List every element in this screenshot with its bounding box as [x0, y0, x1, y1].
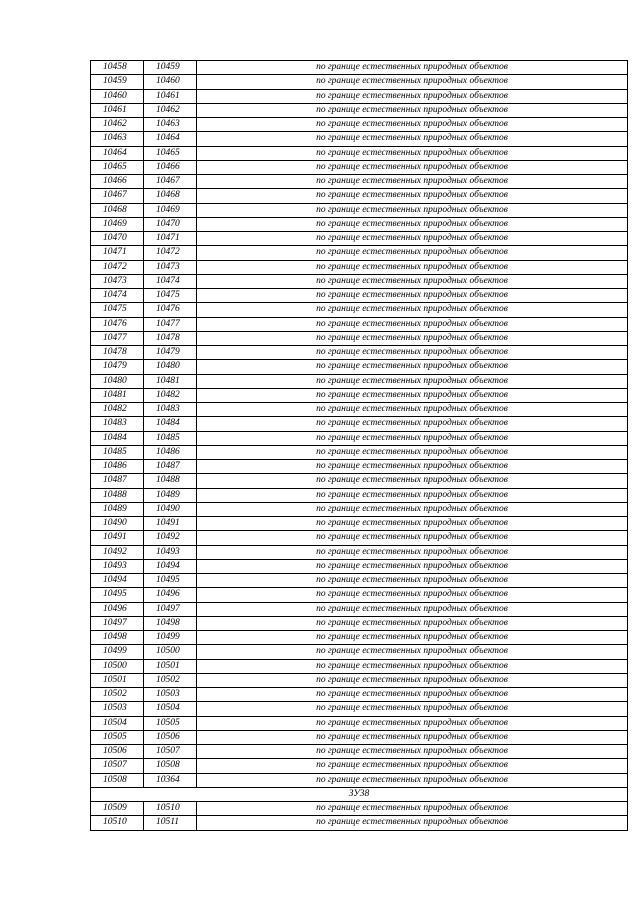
to-point-cell: 10487	[144, 460, 197, 474]
from-point-cell: 10503	[91, 702, 144, 716]
table-row	[91, 118, 628, 132]
boundary-description-cell: по границе естественных природных объектов	[197, 388, 628, 402]
boundary-description-cell: по границе естественных природных объектов	[197, 274, 628, 288]
to-point-cell: 10463	[144, 118, 197, 132]
boundary-description-cell: по границе естественных природных объектов	[197, 688, 628, 702]
to-point-cell: 10461	[144, 89, 197, 103]
to-point-cell: 10481	[144, 374, 197, 388]
table-row	[91, 502, 628, 516]
boundary-description-cell: по границе естественных природных объектов	[197, 517, 628, 531]
table-row	[91, 445, 628, 459]
table-row	[91, 160, 628, 174]
boundary-description-cell: по границе естественных природных объектов	[197, 146, 628, 160]
to-point-cell: 10482	[144, 388, 197, 402]
from-point-cell: 10461	[91, 103, 144, 117]
from-point-cell: 10469	[91, 217, 144, 231]
boundary-description-cell: по границе естественных природных объектов	[197, 374, 628, 388]
from-point-cell: 10488	[91, 488, 144, 502]
to-point-cell: 10497	[144, 602, 197, 616]
to-point-cell: 10507	[144, 745, 197, 759]
to-point-cell: 10479	[144, 346, 197, 360]
table-row	[91, 360, 628, 374]
to-point-cell: 10467	[144, 175, 197, 189]
table-row	[91, 403, 628, 417]
from-point-cell: 10481	[91, 388, 144, 402]
table-row	[91, 759, 628, 773]
table-row	[91, 303, 628, 317]
table-row	[91, 745, 628, 759]
to-point-cell: 10471	[144, 232, 197, 246]
to-point-cell: 10500	[144, 645, 197, 659]
to-point-cell: 10470	[144, 217, 197, 231]
table-row	[91, 388, 628, 402]
from-point-cell: 10463	[91, 132, 144, 146]
from-point-cell: 10485	[91, 445, 144, 459]
boundary-description-cell: по границе естественных природных объектов	[197, 588, 628, 602]
boundary-description-cell: по границе естественных природных объектов	[197, 730, 628, 744]
to-point-cell: 10504	[144, 702, 197, 716]
table-row	[91, 61, 628, 75]
from-point-cell: 10470	[91, 232, 144, 246]
table-row	[91, 103, 628, 117]
from-point-cell: 10482	[91, 403, 144, 417]
boundary-description-cell: по границе естественных природных объектов	[197, 89, 628, 103]
table-row	[91, 616, 628, 630]
to-point-cell: 10506	[144, 730, 197, 744]
boundary-description-cell: по границе естественных природных объектов	[197, 260, 628, 274]
boundary-description-cell: по границе естественных природных объектов	[197, 431, 628, 445]
from-point-cell: 10486	[91, 460, 144, 474]
from-point-cell: 10460	[91, 89, 144, 103]
boundary-description-cell: по границе естественных природных объектов	[197, 474, 628, 488]
table-row	[91, 346, 628, 360]
to-point-cell: 10478	[144, 331, 197, 345]
table-row	[91, 702, 628, 716]
table-row	[91, 559, 628, 573]
to-point-cell: 10488	[144, 474, 197, 488]
boundary-description-cell: по границе естественных природных объектов	[197, 189, 628, 203]
from-point-cell: 10492	[91, 545, 144, 559]
from-point-cell: 10475	[91, 303, 144, 317]
boundary-description-cell: по границе естественных природных объектов	[197, 75, 628, 89]
from-point-cell: 10468	[91, 203, 144, 217]
to-point-cell: 10480	[144, 360, 197, 374]
table-row	[91, 232, 628, 246]
table-row	[91, 175, 628, 189]
from-point-cell: 10466	[91, 175, 144, 189]
to-point-cell: 10476	[144, 303, 197, 317]
table-row	[91, 132, 628, 146]
table-row	[91, 89, 628, 103]
boundary-description-cell: по границе естественных природных объектов	[197, 246, 628, 260]
from-point-cell: 10479	[91, 360, 144, 374]
to-point-cell: 10475	[144, 289, 197, 303]
to-point-cell: 10465	[144, 146, 197, 160]
from-point-cell: 10477	[91, 331, 144, 345]
to-point-cell: 10499	[144, 631, 197, 645]
section-header-row	[91, 787, 628, 801]
table-row	[91, 816, 628, 830]
table-row	[91, 517, 628, 531]
table-row	[91, 531, 628, 545]
from-point-cell: 10510	[91, 816, 144, 830]
boundary-description-cell: по границе естественных природных объектов	[197, 360, 628, 374]
to-point-cell: 10472	[144, 246, 197, 260]
from-point-cell: 10472	[91, 260, 144, 274]
from-point-cell: 10502	[91, 688, 144, 702]
from-point-cell: 10471	[91, 246, 144, 260]
table-row	[91, 417, 628, 431]
to-point-cell: 10493	[144, 545, 197, 559]
from-point-cell: 10506	[91, 745, 144, 759]
table-row	[91, 716, 628, 730]
table-row	[91, 730, 628, 744]
boundary-description-cell: по границе естественных природных объектов	[197, 317, 628, 331]
table-row	[91, 773, 628, 787]
table-row	[91, 588, 628, 602]
boundary-description-cell: по границе естественных природных объектов	[197, 118, 628, 132]
boundary-table-body	[91, 61, 628, 831]
boundary-description-cell: по границе естественных природных объектов	[197, 531, 628, 545]
table-row	[91, 260, 628, 274]
boundary-description-cell: по границе естественных природных объектов	[197, 346, 628, 360]
from-point-cell: 10465	[91, 160, 144, 174]
to-point-cell: 10466	[144, 160, 197, 174]
to-point-cell: 10460	[144, 75, 197, 89]
table-row	[91, 545, 628, 559]
from-point-cell: 10498	[91, 631, 144, 645]
from-point-cell: 10491	[91, 531, 144, 545]
boundary-description-cell: по границе естественных природных объектов	[197, 132, 628, 146]
boundary-description-cell: по границе естественных природных объектов	[197, 175, 628, 189]
to-point-cell: 10477	[144, 317, 197, 331]
from-point-cell: 10458	[91, 61, 144, 75]
from-point-cell: 10459	[91, 75, 144, 89]
to-point-cell: 10483	[144, 403, 197, 417]
to-point-cell: 10510	[144, 802, 197, 816]
boundary-description-cell: по границе естественных природных объектов	[197, 631, 628, 645]
from-point-cell: 10487	[91, 474, 144, 488]
boundary-description-cell: по границе естественных природных объектов	[197, 802, 628, 816]
table-row	[91, 631, 628, 645]
to-point-cell: 10502	[144, 673, 197, 687]
table-row	[91, 688, 628, 702]
table-row	[91, 317, 628, 331]
table-row	[91, 331, 628, 345]
boundary-description-cell: по границе естественных природных объектов	[197, 502, 628, 516]
to-point-cell: 10473	[144, 260, 197, 274]
table-row	[91, 146, 628, 160]
from-point-cell: 10496	[91, 602, 144, 616]
section-label: ЗУ38	[91, 787, 628, 801]
to-point-cell: 10485	[144, 431, 197, 445]
from-point-cell: 10490	[91, 517, 144, 531]
table-row	[91, 574, 628, 588]
boundary-description-cell: по границе естественных природных объектов	[197, 574, 628, 588]
to-point-cell: 10508	[144, 759, 197, 773]
to-point-cell: 10462	[144, 103, 197, 117]
table-row	[91, 374, 628, 388]
from-point-cell: 10484	[91, 431, 144, 445]
from-point-cell: 10500	[91, 659, 144, 673]
to-point-cell: 10464	[144, 132, 197, 146]
boundary-description-cell: по границе естественных природных объектов	[197, 702, 628, 716]
boundary-description-cell: по границе естественных природных объектов	[197, 303, 628, 317]
from-point-cell: 10478	[91, 346, 144, 360]
table-row	[91, 189, 628, 203]
from-point-cell: 10508	[91, 773, 144, 787]
table-row	[91, 645, 628, 659]
to-point-cell: 10490	[144, 502, 197, 516]
boundary-description-cell: по границе естественных природных объектов	[197, 61, 628, 75]
to-point-cell: 10474	[144, 274, 197, 288]
boundary-description-cell: по границе естественных природных объектов	[197, 559, 628, 573]
from-point-cell: 10509	[91, 802, 144, 816]
boundary-table	[90, 60, 628, 831]
from-point-cell: 10483	[91, 417, 144, 431]
from-point-cell: 10501	[91, 673, 144, 687]
boundary-description-cell: по границе естественных природных объектов	[197, 203, 628, 217]
table-row	[91, 203, 628, 217]
boundary-description-cell: по границе естественных природных объектов	[197, 745, 628, 759]
to-point-cell: 10364	[144, 773, 197, 787]
table-row	[91, 802, 628, 816]
to-point-cell: 10495	[144, 574, 197, 588]
to-point-cell: 10486	[144, 445, 197, 459]
from-point-cell: 10464	[91, 146, 144, 160]
from-point-cell: 10489	[91, 502, 144, 516]
from-point-cell: 10462	[91, 118, 144, 132]
to-point-cell: 10469	[144, 203, 197, 217]
to-point-cell: 10489	[144, 488, 197, 502]
to-point-cell: 10491	[144, 517, 197, 531]
boundary-description-cell: по границе естественных природных объектов	[197, 103, 628, 117]
to-point-cell: 10511	[144, 816, 197, 830]
boundary-description-cell: по границе естественных природных объектов	[197, 217, 628, 231]
from-point-cell: 10495	[91, 588, 144, 602]
to-point-cell: 10505	[144, 716, 197, 730]
from-point-cell: 10493	[91, 559, 144, 573]
boundary-description-cell: по границе естественных природных объектов	[197, 403, 628, 417]
boundary-description-cell: по границе естественных природных объектов	[197, 773, 628, 787]
table-row	[91, 75, 628, 89]
from-point-cell: 10505	[91, 730, 144, 744]
to-point-cell: 10484	[144, 417, 197, 431]
from-point-cell: 10473	[91, 274, 144, 288]
to-point-cell: 10498	[144, 616, 197, 630]
to-point-cell: 10459	[144, 61, 197, 75]
boundary-description-cell: по границе естественных природных объектов	[197, 417, 628, 431]
table-row	[91, 488, 628, 502]
boundary-description-cell: по границе естественных природных объектов	[197, 673, 628, 687]
table-row	[91, 217, 628, 231]
boundary-description-cell: по границе естественных природных объектов	[197, 460, 628, 474]
from-point-cell: 10494	[91, 574, 144, 588]
boundary-description-cell: по границе естественных природных объектов	[197, 331, 628, 345]
from-point-cell: 10476	[91, 317, 144, 331]
from-point-cell: 10504	[91, 716, 144, 730]
boundary-description-cell: по границе естественных природных объектов	[197, 232, 628, 246]
boundary-description-cell: по границе естественных природных объектов	[197, 602, 628, 616]
boundary-description-cell: по границе естественных природных объектов	[197, 488, 628, 502]
to-point-cell: 10492	[144, 531, 197, 545]
table-row	[91, 460, 628, 474]
from-point-cell: 10497	[91, 616, 144, 630]
table-row	[91, 431, 628, 445]
table-row	[91, 289, 628, 303]
boundary-description-cell: по границе естественных природных объектов	[197, 716, 628, 730]
table-row	[91, 474, 628, 488]
boundary-description-cell: по границе естественных природных объектов	[197, 816, 628, 830]
boundary-description-cell: по границе естественных природных объектов	[197, 445, 628, 459]
to-point-cell: 10503	[144, 688, 197, 702]
to-point-cell: 10496	[144, 588, 197, 602]
table-row	[91, 274, 628, 288]
to-point-cell: 10501	[144, 659, 197, 673]
boundary-description-cell: по границе естественных природных объектов	[197, 759, 628, 773]
table-row	[91, 659, 628, 673]
from-point-cell: 10467	[91, 189, 144, 203]
from-point-cell: 10474	[91, 289, 144, 303]
from-point-cell: 10480	[91, 374, 144, 388]
boundary-description-cell: по границе естественных природных объектов	[197, 645, 628, 659]
from-point-cell: 10507	[91, 759, 144, 773]
to-point-cell: 10494	[144, 559, 197, 573]
table-row	[91, 602, 628, 616]
table-row	[91, 246, 628, 260]
boundary-description-cell: по границе естественных природных объектов	[197, 289, 628, 303]
from-point-cell: 10499	[91, 645, 144, 659]
boundary-description-cell: по границе естественных природных объектов	[197, 545, 628, 559]
table-row	[91, 673, 628, 687]
boundary-description-cell: по границе естественных природных объектов	[197, 659, 628, 673]
boundary-description-cell: по границе естественных природных объектов	[197, 616, 628, 630]
to-point-cell: 10468	[144, 189, 197, 203]
boundary-description-cell: по границе естественных природных объектов	[197, 160, 628, 174]
